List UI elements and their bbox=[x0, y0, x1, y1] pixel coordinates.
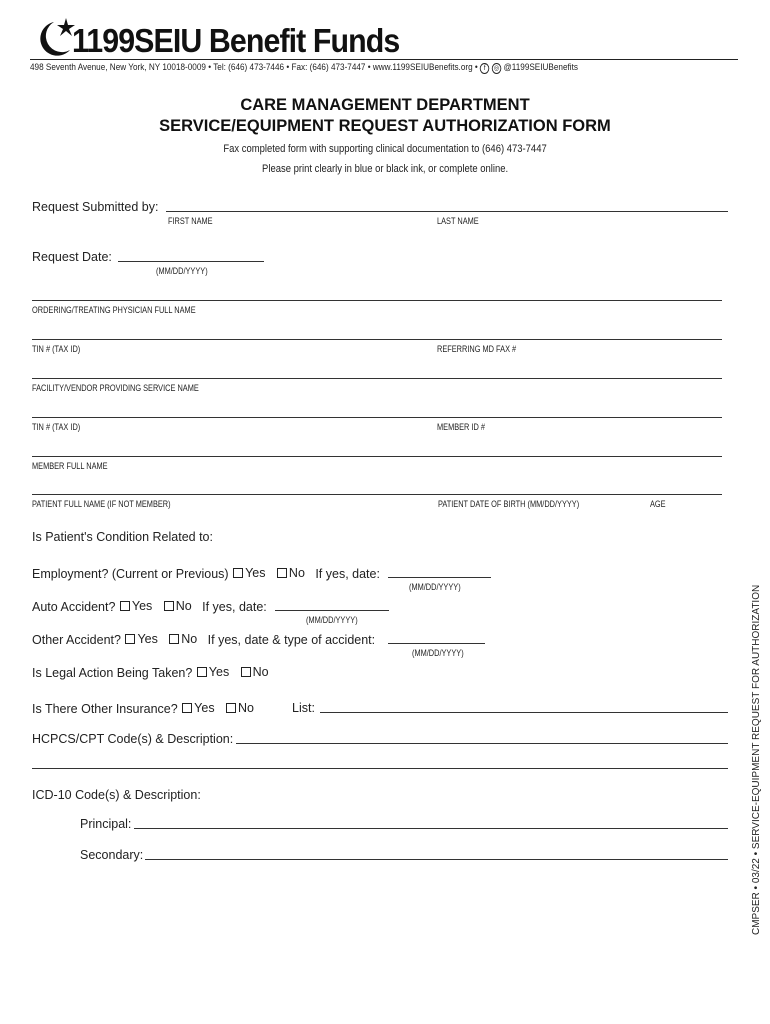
tin-referring-field[interactable] bbox=[32, 339, 722, 340]
patient-dob-caption: PATIENT DATE OF BIRTH (MM/DD/YYYY) bbox=[438, 499, 580, 509]
member-name-caption: MEMBER FULL NAME bbox=[32, 461, 108, 471]
auto-label: Auto Accident? bbox=[32, 600, 116, 614]
patient-field[interactable] bbox=[32, 494, 722, 495]
condition-label: Is Patient's Condition Related to: bbox=[32, 530, 213, 544]
last-name-caption: LAST NAME bbox=[437, 216, 479, 226]
employment-date-field[interactable] bbox=[388, 577, 491, 578]
physician-field[interactable] bbox=[32, 300, 722, 301]
insurance-list-field[interactable] bbox=[320, 712, 728, 713]
fax-note: Fax completed form with supporting clinical documentation to (646) 473-7447 bbox=[223, 143, 547, 155]
request-date-field[interactable] bbox=[118, 261, 264, 262]
patient-name-caption: PATIENT FULL NAME (IF NOT MEMBER) bbox=[32, 499, 171, 509]
secondary-label: Secondary: bbox=[80, 848, 144, 862]
insurance-row bbox=[32, 701, 254, 716]
address-line: 498 Seventh Avenue, New York, NY 10018-0009 • Tel: (646) 473-7446 • Fax: (646) 473-7447 • www.1199SEIUBenefits.org • f ◎ @1199SEIUBenefits bbox=[30, 62, 578, 73]
yes-label: Yes bbox=[208, 665, 230, 679]
first-name-caption: FIRST NAME bbox=[168, 216, 213, 226]
no-label: No bbox=[252, 665, 269, 679]
hcpcs-field-2[interactable] bbox=[32, 768, 728, 769]
other-accident-field[interactable] bbox=[388, 643, 485, 644]
request-date-format: (MM/DD/YYYY) bbox=[156, 266, 208, 276]
yes-label: Yes bbox=[194, 701, 215, 715]
form-title: SERVICE/EQUIPMENT REQUEST AUTHORIZATION FORM bbox=[159, 117, 611, 135]
tin-member-id-field[interactable] bbox=[32, 417, 722, 418]
insurance-yes-checkbox[interactable] bbox=[182, 703, 192, 713]
auto-date-field[interactable] bbox=[275, 610, 389, 611]
auto-yes-checkbox[interactable] bbox=[120, 601, 130, 611]
tin-caption-1: TIN # (TAX ID) bbox=[32, 344, 81, 354]
referring-fax-caption: REFERRING MD FAX # bbox=[437, 344, 517, 354]
employment-yes-checkbox[interactable] bbox=[233, 568, 243, 578]
other-accident-no-checkbox[interactable] bbox=[169, 634, 179, 644]
principal-label: Principal: bbox=[80, 817, 132, 831]
legal-yes-checkbox[interactable] bbox=[197, 667, 207, 677]
other-accident-yes-checkbox[interactable] bbox=[125, 634, 135, 644]
facebook-icon: f bbox=[480, 63, 489, 74]
logo-text: 1199SEIU Benefit Funds bbox=[72, 22, 400, 59]
yes-label: Yes bbox=[137, 632, 158, 646]
facility-caption: FACILITY/VENDOR PROVIDING SERVICE NAME bbox=[32, 383, 199, 393]
other-accident-label: Other Accident? bbox=[32, 633, 121, 647]
legal-no-checkbox[interactable] bbox=[241, 667, 251, 677]
legal-label: Is Legal Action Being Taken? bbox=[32, 666, 193, 680]
principal-field[interactable] bbox=[134, 828, 728, 829]
hcpcs-label: HCPCS/CPT Code(s) & Description: bbox=[32, 732, 234, 746]
secondary-field[interactable] bbox=[145, 859, 728, 860]
yes-label: Yes bbox=[131, 599, 153, 613]
member-name-field[interactable] bbox=[32, 456, 722, 457]
form-code-side-text: CMPSER • 03/22 • SERVICE-EQUIPMENT REQUEST FOR AUTHORIZATION bbox=[751, 584, 762, 935]
logo-moon-icon bbox=[30, 16, 76, 60]
age-caption: AGE bbox=[650, 499, 666, 509]
icd-label: ICD-10 Code(s) & Description: bbox=[32, 788, 201, 802]
no-label: No bbox=[175, 599, 192, 613]
insurance-no-checkbox[interactable] bbox=[226, 703, 236, 713]
member-id-caption: MEMBER ID # bbox=[437, 422, 485, 432]
employment-date-format: (MM/DD/YYYY) bbox=[409, 582, 461, 592]
yes-label: Yes bbox=[245, 566, 266, 580]
tin-caption-2: TIN # (TAX ID) bbox=[32, 422, 81, 432]
print-note: Please print clearly in blue or black ink, or complete online. bbox=[261, 163, 509, 175]
physician-caption: ORDERING/TREATING PHYSICIAN FULL NAME bbox=[32, 305, 196, 315]
other-accident-date-format: (MM/DD/YYYY) bbox=[412, 648, 464, 658]
other-accident-row bbox=[32, 632, 375, 647]
employment-label: Employment? (Current or Previous) bbox=[32, 567, 229, 581]
instagram-icon: ◎ bbox=[492, 63, 501, 74]
no-label: No bbox=[238, 701, 254, 715]
insurance-label: Is There Other Insurance? bbox=[32, 702, 178, 716]
employment-row bbox=[32, 566, 380, 581]
facility-field[interactable] bbox=[32, 378, 722, 379]
if-yes-date-label: If yes, date: bbox=[315, 567, 380, 581]
no-label: No bbox=[181, 632, 198, 646]
submitted-by-field[interactable] bbox=[166, 211, 728, 212]
if-yes-date-label: If yes, date: bbox=[202, 600, 267, 614]
auto-row bbox=[32, 599, 267, 614]
auto-date-format: (MM/DD/YYYY) bbox=[306, 615, 358, 625]
no-label: No bbox=[288, 566, 305, 580]
request-date-label: Request Date: bbox=[32, 250, 112, 264]
auto-no-checkbox[interactable] bbox=[164, 601, 174, 611]
legal-row bbox=[32, 665, 269, 680]
employment-no-checkbox[interactable] bbox=[277, 568, 287, 578]
if-yes-date-type-label: If yes, date & type of accident: bbox=[207, 633, 376, 647]
department-title: CARE MANAGEMENT DEPARTMENT bbox=[240, 96, 530, 114]
list-label: List: bbox=[292, 701, 315, 715]
submitted-by-label: Request Submitted by: bbox=[32, 200, 159, 214]
hcpcs-field[interactable] bbox=[236, 743, 728, 744]
